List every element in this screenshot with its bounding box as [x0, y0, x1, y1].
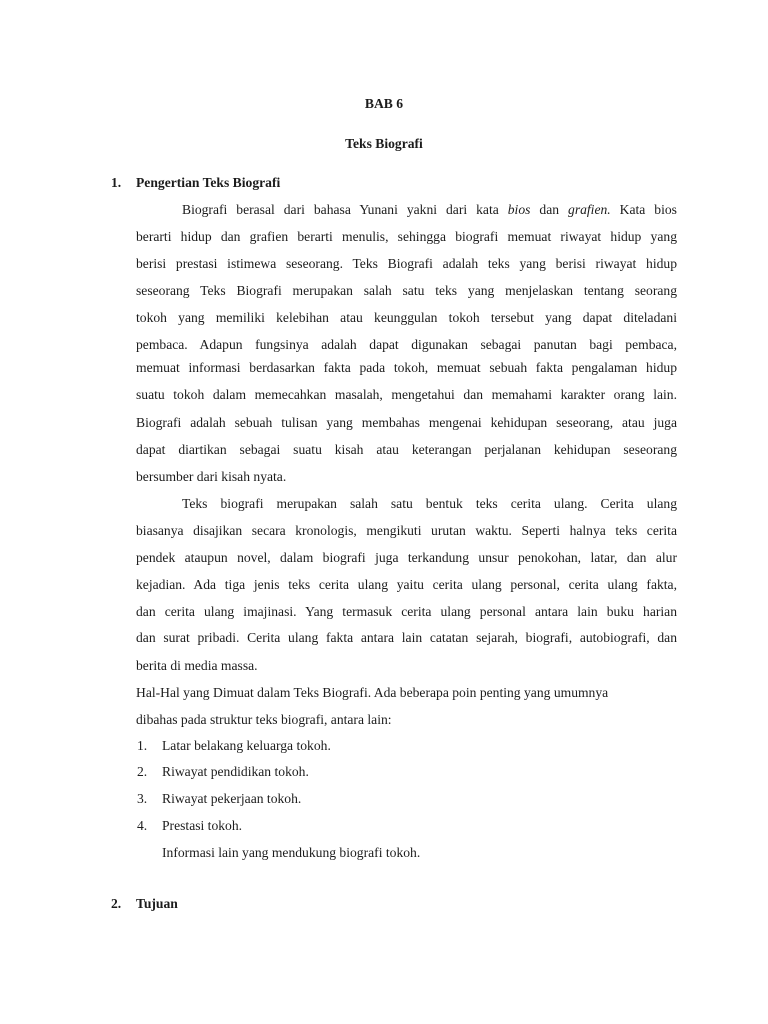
paragraph-1-line: Biografi adalah sebuah tulisan yang membahas mengenai kehidupan seseorang, atau juga: [136, 415, 677, 430]
chapter-label: BAB 6: [364, 96, 404, 111]
list-item-number: 3.: [137, 791, 148, 806]
list-item: Riwayat pekerjaan tokoh.: [162, 791, 302, 806]
section-1-heading: Pengertian Teks Biografi: [136, 175, 281, 190]
page-title: Teks Biografi: [345, 136, 423, 151]
paragraph-1-line: tokoh yang memiliki kelebihan atau keunggulan tokoh tersebut yang dapat diteladani: [136, 310, 677, 325]
paragraph-2-line: dan surat pribadi. Cerita ulang fakta antara lain catatan sejarah, biografi, autobiografi, dan: [136, 630, 677, 645]
paragraph-1-line: berisi prestasi istimewa seseorang. Teks Biografi adalah teks yang berisi riwayat hidup: [136, 256, 677, 271]
paragraph-1-line: dapat diartikan sebagai suatu kisah atau keterangan perjalanan kehidupan seseorang: [136, 442, 677, 457]
paragraph-2-first-line: Teks biografi merupakan salah satu bentuk teks cerita ulang. Cerita ulang: [182, 496, 677, 511]
paragraph-2-line: pendek ataupun novel, dalam biografi juga terkandung unsur penokohan, latar, dan alur: [136, 550, 677, 565]
section-1-number: 1.: [111, 175, 122, 190]
paragraph-1-line: memuat informasi berdasarkan fakta pada tokoh, memuat sebuah fakta pengalaman hidup: [136, 360, 677, 375]
list-extra-line: Informasi lain yang mendukung biografi tokoh.: [162, 845, 421, 860]
paragraph-2-line: dan cerita ulang imajinasi. Yang termasuk cerita ulang personal antara lain buku harian: [136, 604, 677, 619]
section-2-heading: Tujuan: [136, 896, 178, 911]
list-item: Prestasi tokoh.: [162, 818, 243, 833]
list-item: Riwayat pendidikan tokoh.: [162, 764, 309, 779]
list-item-number: 2.: [137, 764, 148, 779]
paragraph-1-line: berarti hidup dan grafien berarti menulis, sehingga biografi memuat riwayat hidup yang: [136, 229, 677, 244]
paragraph-2-line: biasanya disajikan secara kronologis, mengikuti urutan waktu. Seperti halnya teks cerita: [136, 523, 677, 538]
paragraph-1-line: suatu tokoh dalam memecahkan masalah, mengetahui dan memahami karakter orang lain.: [136, 387, 677, 402]
list-item-number: 4.: [137, 818, 148, 833]
paragraph-1-last-line: bersumber dari kisah nyata.: [136, 469, 287, 484]
paragraph-3-line: dibahas pada struktur teks biografi, antara lain:: [136, 712, 392, 727]
paragraph-2-line: kejadian. Ada tiga jenis teks cerita ulang yaitu cerita ulang personal, cerita ulang fakta,: [136, 577, 677, 592]
paragraph-1-line: pembaca. Adapun fungsinya adalah dapat digunakan sebagai panutan bagi pembaca,: [136, 337, 677, 352]
section-2-number: 2.: [111, 896, 122, 911]
list-item-number: 1.: [137, 738, 148, 753]
paragraph-3-line: Hal-Hal yang Dimuat dalam Teks Biografi. Ada beberapa poin penting yang umumnya: [136, 685, 609, 700]
list-item: Latar belakang keluarga tokoh.: [162, 738, 331, 753]
paragraph-1-first-line: Biografi berasal dari bahasa Yunani yakni dari kata bios dan grafien. Kata bios: [182, 202, 677, 217]
paragraph-2-last-line: berita di media massa.: [136, 658, 258, 673]
paragraph-1-line: seseorang Teks Biografi merupakan salah satu teks yang menjelaskan tentang seorang: [136, 283, 677, 298]
